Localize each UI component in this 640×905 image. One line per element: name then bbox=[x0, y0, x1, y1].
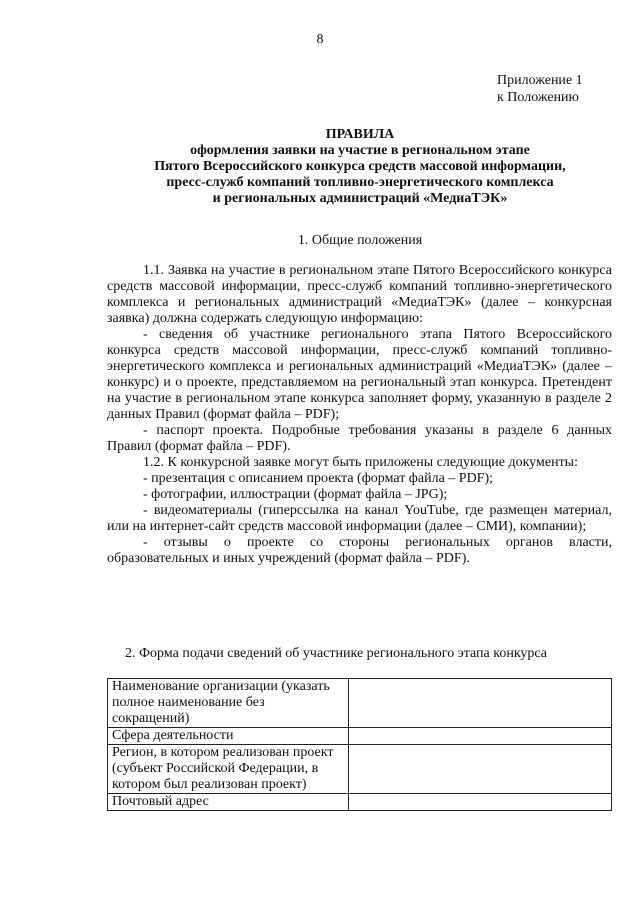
table-label-cell: Сфера деятельности bbox=[108, 728, 349, 745]
section-2-heading: 2. Форма подачи сведений об участнике регионального этапа конкурса bbox=[125, 646, 548, 661]
document-title bbox=[60, 127, 640, 207]
table-row bbox=[108, 794, 612, 811]
paragraph-project-passport: - паспорт проекта. Подробные требования указаны в разделе 6 данных Правил (формат файла – PDF). bbox=[107, 423, 612, 454]
section-1-heading: 1. Общие положения bbox=[297, 233, 423, 248]
paragraph-1-2: 1.2. К конкурсной заявке могут быть приложены следующие документы: bbox=[143, 455, 578, 470]
table-row bbox=[108, 728, 612, 745]
title-line-5: и региональных администраций «МедиаТЭК» bbox=[212, 191, 508, 206]
table-value-cell[interactable] bbox=[349, 745, 612, 794]
paragraph-reviews: - отзывы о проекте со стороны региональных органов власти, образовательных и иных учреждений (формат файла – PDF). bbox=[107, 535, 612, 566]
paragraph-photos: - фотографии, иллюстрации (формат файла – JPG); bbox=[143, 487, 448, 502]
participant-info-table bbox=[107, 678, 612, 811]
table-value-cell[interactable] bbox=[349, 679, 612, 728]
section-1-body bbox=[107, 263, 612, 567]
paragraph-presentation: - презентация с описанием проекта (формат файла – PDF); bbox=[143, 471, 494, 486]
title-line-3: Пятого Всероссийского конкурса средств массовой информации, bbox=[154, 159, 566, 174]
table-label-cell: Наименование организации (указать полное наименование без сокращений) bbox=[108, 679, 349, 728]
title-line-1: ПРАВИЛА bbox=[325, 127, 395, 142]
table-label-cell: Регион, в котором реализован проект (субъект Российской Федерации, в котором был реализован проект) bbox=[108, 745, 349, 794]
table-value-cell[interactable] bbox=[349, 728, 612, 745]
table-row bbox=[108, 679, 612, 728]
paragraph-participant-info: - сведения об участнике регионального этапа Пятого Всероссийского конкурса средств массовой информации, пресс-служб компаний топливно-энергетического комплекса и региональных администраций «МедиаТЭК» (далее – конкурс) и о проекте, представляемом на региональный этап конкурса. Претендент на участие в региональном этапе конкурса заполняет форму, указанную в разделе 2 данных Правил (формат файла – PDF); bbox=[107, 327, 612, 422]
appendix-line-2: к Положению bbox=[497, 90, 580, 105]
table-row bbox=[108, 745, 612, 794]
appendix-reference bbox=[497, 72, 627, 106]
paragraph-1-1: 1.1. Заявка на участие в региональном этапе Пятого Всероссийского конкурса средств массовой информации, пресс-служб компаний топливно-энергетического комплекса и региональных администраций «МедиаТЭК» (далее – конкурсная заявка) должна содержать следующую информацию: bbox=[107, 263, 612, 326]
paragraph-video: - видеоматериалы (гиперссылка на канал YouTube, где размещен материал, или на интернет-сайт средств массовой информации (далее – СМИ), компании); bbox=[107, 503, 612, 534]
title-line-4: пресс-служб компаний топливно-энергетического комплекса bbox=[166, 175, 554, 190]
appendix-line-1: Приложение 1 bbox=[497, 73, 583, 88]
page-number: 8 bbox=[316, 32, 324, 47]
title-line-2: оформления заявки на участие в региональном этапе bbox=[190, 143, 530, 158]
table-label-cell: Почтовый адрес bbox=[108, 794, 349, 811]
table-value-cell[interactable] bbox=[349, 794, 612, 811]
